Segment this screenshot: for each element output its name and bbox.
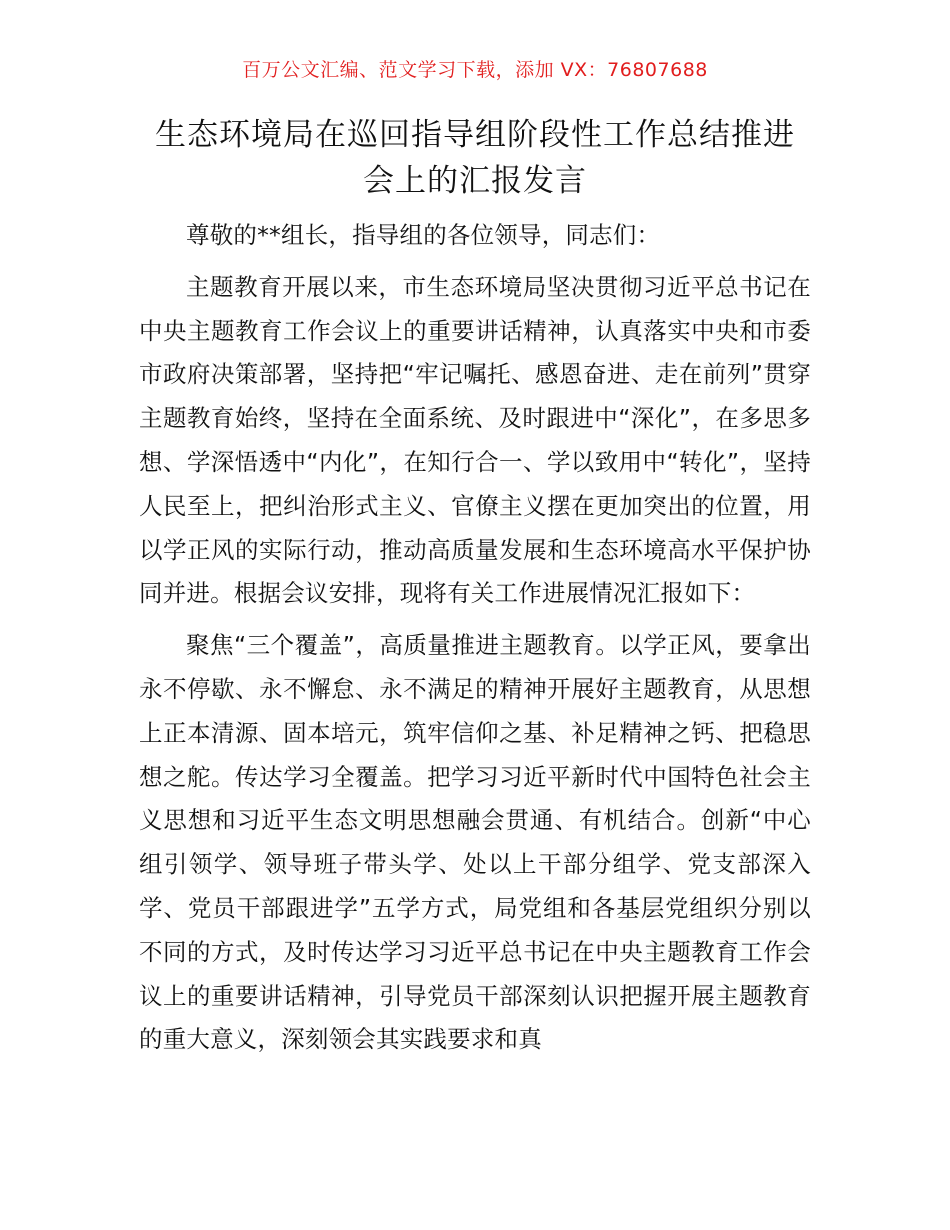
title-line-1: 生态环境局在巡回指导组阶段性工作总结推进: [155, 117, 795, 153]
salutation-paragraph: 尊敬的**组长，指导组的各位领导，同志们：: [186, 221, 661, 249]
intro-paragraph: 主题教育开展以来，市生态环境局坚决贯彻习近平总书记在中央主题教育工作会议上的重要讲话精神，认真落实中央和市委市政府决策部署，坚持把“牢记嘱托、感恩奋进、走在前列”贯穿主题教育始终，坚持在全面系统、及时跟进中“深化”，在多思多想、学深悟透中“内化”，在知行合一、学以致用中“转化”，坚持人民至上，把纠治形式主义、官僚主义摆在更加突出的位置，用以学正风的实际行动，推动高质量发展和生态环境高水平保护协同并进。根据会议安排，现将有关工作进展情况汇报如下：: [139, 272, 811, 608]
document-body: [139, 214, 811, 1070]
document-title: [120, 112, 830, 204]
title-line-2: 会上的汇报发言: [363, 163, 587, 199]
body-paragraph: 聚焦“三个覆盖”，高质量推进主题教育。以学正风，要拿出永不停歇、永不懈怠、永不满足的精神开展好主题教育，从思想上正本清源、固本培元，筑牢信仰之基、补足精神之钙、把稳思想之舵。传达学习全覆盖。把学习习近平新时代中国特色社会主义思想和习近平生态文明思想融会贯通、有机结合。创新“中心组引领学、领导班子带头学、处以上干部分组学、党支部深入学、党员干部跟进学”五学方式，局党组和各基层党组织分别以不同的方式，及时传达学习习近平总书记在中央主题教育工作会议上的重要讲话精神，引导党员干部深刻认识把握开展主题教育的重大意义，深刻领会其实践要求和真: [139, 631, 811, 1054]
header-watermark-note: 百万公文汇编、范文学习下载，添加 VX：76807688: [242, 59, 708, 81]
